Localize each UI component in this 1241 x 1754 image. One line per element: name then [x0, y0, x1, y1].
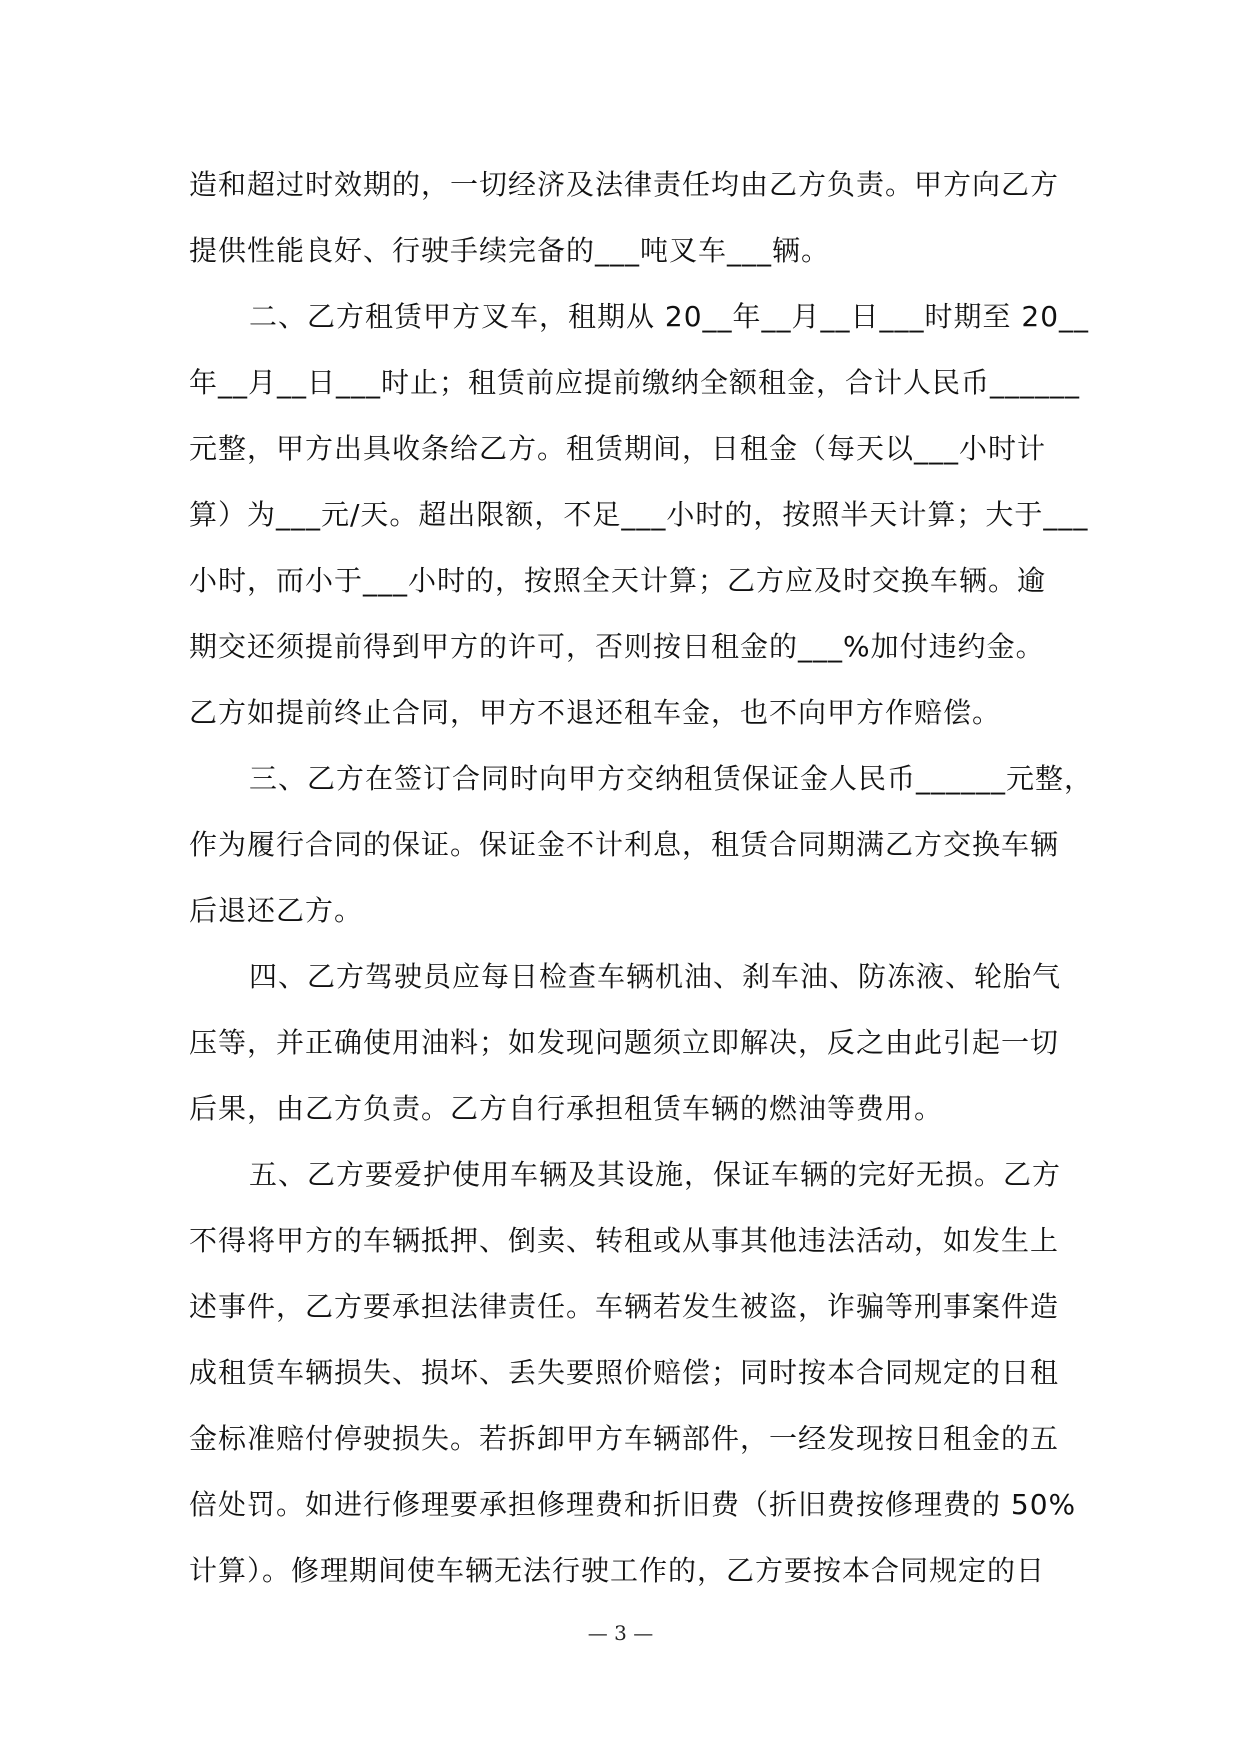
text-line: 述事件，乙方要承担法律责任。车辆若发生被盗，诈骗等刑事案件造 — [189, 1290, 1060, 1323]
text-line: 小时，而小于___小时的，按照全天计算；乙方应及时交换车辆。逾 — [189, 564, 1047, 597]
contract-body — [189, 152, 1094, 1604]
text-line: 压等，并正确使用油料；如发现问题须立即解决，反之由此引起一切 — [189, 1026, 1060, 1059]
clause-4-start: 四、乙方驾驶员应每日检查车辆机油、刹车油、防冻液、轮胎气 — [249, 960, 1062, 993]
text-line: 乙方如提前终止合同，甲方不退还租车金，也不向甲方作赔偿。 — [189, 696, 1002, 729]
text-line: 金标准赔付停驶损失。若拆卸甲方车辆部件，一经发现按日租金的五 — [189, 1422, 1060, 1455]
text-line: 成租赁车辆损失、损坏、丢失要照价赔偿；同时按本合同规定的日租 — [189, 1356, 1060, 1389]
text-line: 元整，甲方出具收条给乙方。租赁期间，日租金（每天以___小时计 — [189, 432, 1047, 465]
text-line: 提供性能良好、行驶手续完备的___吨叉车___辆。 — [189, 234, 831, 267]
text-line: 算）为___元/天。超出限额，不足___小时的，按照半天计算；大于___ — [189, 498, 1089, 531]
text-line: 不得将甲方的车辆抵押、倒卖、转租或从事其他违法活动，如发生上 — [189, 1224, 1060, 1257]
page-number: — 3 — — [587, 1621, 654, 1645]
clause-2-start: 二、乙方租赁甲方叉车，租期从 20__年__月__日___时期至 20__ — [249, 300, 1090, 333]
text-line: 年__月__日___时止；租赁前应提前缴纳全额租金，合计人民币______ — [189, 366, 1081, 399]
clause-5-start: 五、乙方要爱护使用车辆及其设施，保证车辆的完好无损。乙方 — [249, 1158, 1062, 1191]
text-line: 后果，由乙方负责。乙方自行承担租赁车辆的燃油等费用。 — [189, 1092, 944, 1125]
text-line: 后退还乙方。 — [189, 894, 364, 927]
clause-3-start: 三、乙方在签订合同时向甲方交纳租赁保证金人民币______元整， — [249, 762, 1094, 795]
text-line: 期交还须提前得到甲方的许可，否则按日租金的___%加付违约金。 — [189, 630, 1045, 663]
text-line: 倍处罚。如进行修理要承担修理费和折旧费（折旧费按修理费的 50% — [189, 1488, 1077, 1521]
text-line: 计算）。修理期间使车辆无法行驶工作的，乙方要按本合同规定的日 — [189, 1554, 1046, 1587]
text-line: 作为履行合同的保证。保证金不计利息，租赁合同期满乙方交换车辆 — [189, 828, 1060, 861]
text-line: 造和超过时效期的，一切经济及法律责任均由乙方负责。甲方向乙方 — [189, 168, 1060, 201]
